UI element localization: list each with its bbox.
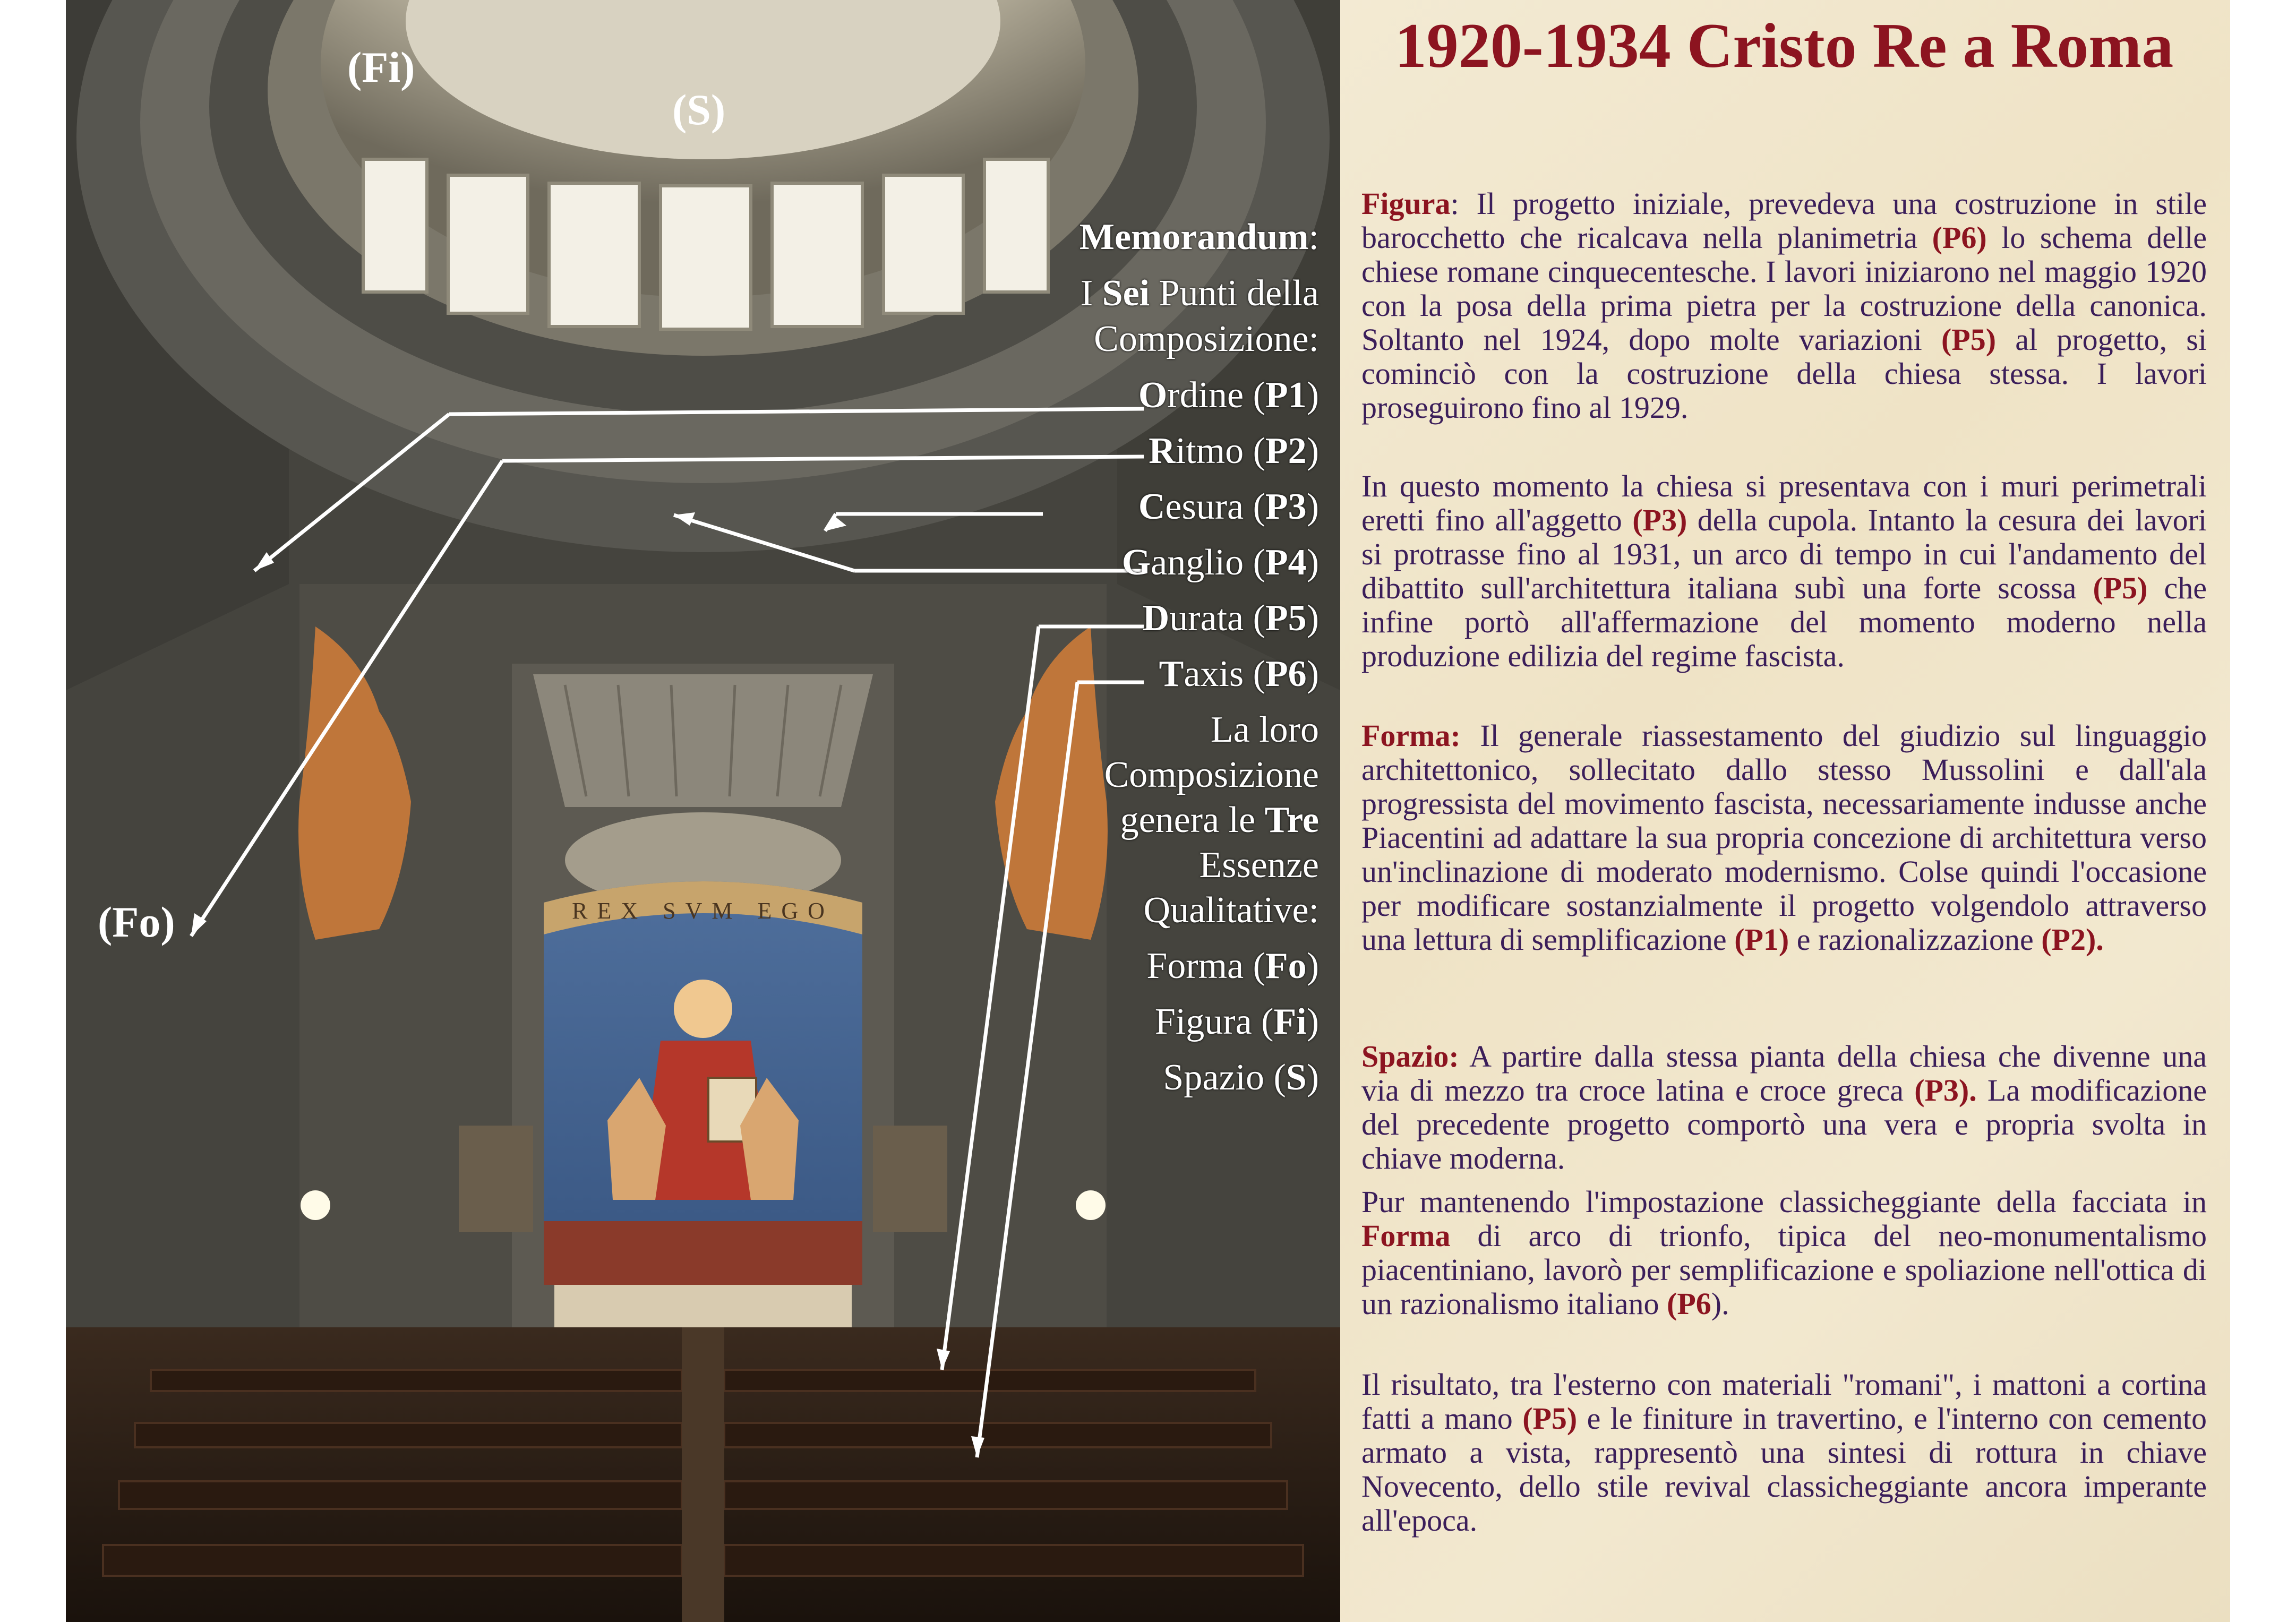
apse-inscription: REX SVM EGO: [572, 898, 834, 924]
quality-forma: Forma (Fo): [1146, 946, 1319, 986]
memorandum-heading: Memorandum:: [1079, 217, 1319, 258]
paragraph-facciata: Pur mantenendo l'impostazione classicheggiante della facciata in Forma di arco di trionfo, tipica del neo-monumentalismo piacentiniano, lavorò per semplificazione e spoliazione nell'ottica di un razionalismo italiano (P6).: [1361, 1185, 2207, 1321]
essences-line-4: Essenze: [1199, 845, 1319, 886]
point-durata: Durata (P5): [1142, 598, 1319, 639]
paragraph-risultato: Il risultato, tra l'esterno con materiali "romani", i mattoni a cortina fatti a mano (P5) e le finiture in travertino, e l'interno con cemento armato a vista, rappresentò una sintesi di rottura in chiave Novecento, dello stile revival classicheggiante ancora imperante all'epoca.: [1361, 1367, 2207, 1538]
paragraph-forma: Forma: Il generale riassestamento del giudizio sul linguaggio architettonico, sollecitato dallo stesso Mussolini e dall'ala progressista del movimento fascista, necessariamente indusse anche Piacentini ad adattare la sua propria concezione di architettura verso un'inclinazione di moderato modernismo. Colse quindi l'occasione per modificare sostanzialmente il progetto volgendolo attraverso una lettura di semplificazione (P1) e razionalizzazione (P2).: [1361, 718, 2207, 957]
essences-line-3: genera le Tre: [1120, 800, 1319, 840]
point-ordine: Ordine (P1): [1138, 375, 1319, 416]
point-ritmo: Ritmo (P2): [1149, 431, 1319, 471]
figura-tag: (Fi): [347, 43, 415, 91]
page-title: 1920-1934 Cristo Re a Roma: [1394, 10, 2174, 81]
paragraph-figura: Figura: Il progetto iniziale, prevedeva una costruzione in stile barocchetto che ricalcava nella planimetria (P6) lo schema delle chiese romane cinquecentesche. I lavori iniziarono nel maggio 1920 con la posa della prima pietra per la costruzione della canonica. Soltanto nel 1924, dopo molte variazioni (P5) al progetto, si cominciò con la costruzione della chiesa stessa. I lavori proseguirono fino al 1929.: [1361, 186, 2207, 425]
paragraph-spazio: Spazio: A partire dalla stessa pianta della chiesa che divenne una via di mezzo tra croce latina e croce greca (P3). La modificazione del precedente progetto comportò una vera e propria svolta in chiave moderna.: [1361, 1039, 2207, 1175]
memorandum-line-3: Composizione:: [1094, 319, 1319, 359]
essences-line-2: Composizione: [1104, 754, 1319, 795]
christ-halo: [674, 980, 732, 1038]
point-cesura: Cesura (P3): [1138, 486, 1319, 527]
spazio-tag: (S): [672, 85, 726, 134]
point-taxis: Taxis (P6): [1159, 654, 1319, 694]
paragraph-cesura: In questo momento la chiesa si presentava con i muri perimetrali eretti fino all'aggetto (P3) della cupola. Intanto la cesura dei lavori si protrasse fino al 1931, un arco di tempo in cui l'andamento del dibattito sull'architettura italiana subì una forte scossa (P5) che infine portò all'affermazione del momento moderno nella produzione edilizia del regime fascista.: [1361, 469, 2207, 673]
point-ganglio: Ganglio (P4): [1121, 542, 1319, 583]
forma-tag: (Fo): [98, 898, 175, 946]
memorandum-line-2: I Sei Punti della: [1080, 273, 1319, 314]
essences-line-5: Qualitative:: [1143, 890, 1319, 931]
essences-line-1: La loro: [1210, 709, 1319, 750]
quality-spazio: Spazio (S): [1163, 1057, 1319, 1098]
quality-figura: Figura (Fi): [1154, 1001, 1319, 1042]
